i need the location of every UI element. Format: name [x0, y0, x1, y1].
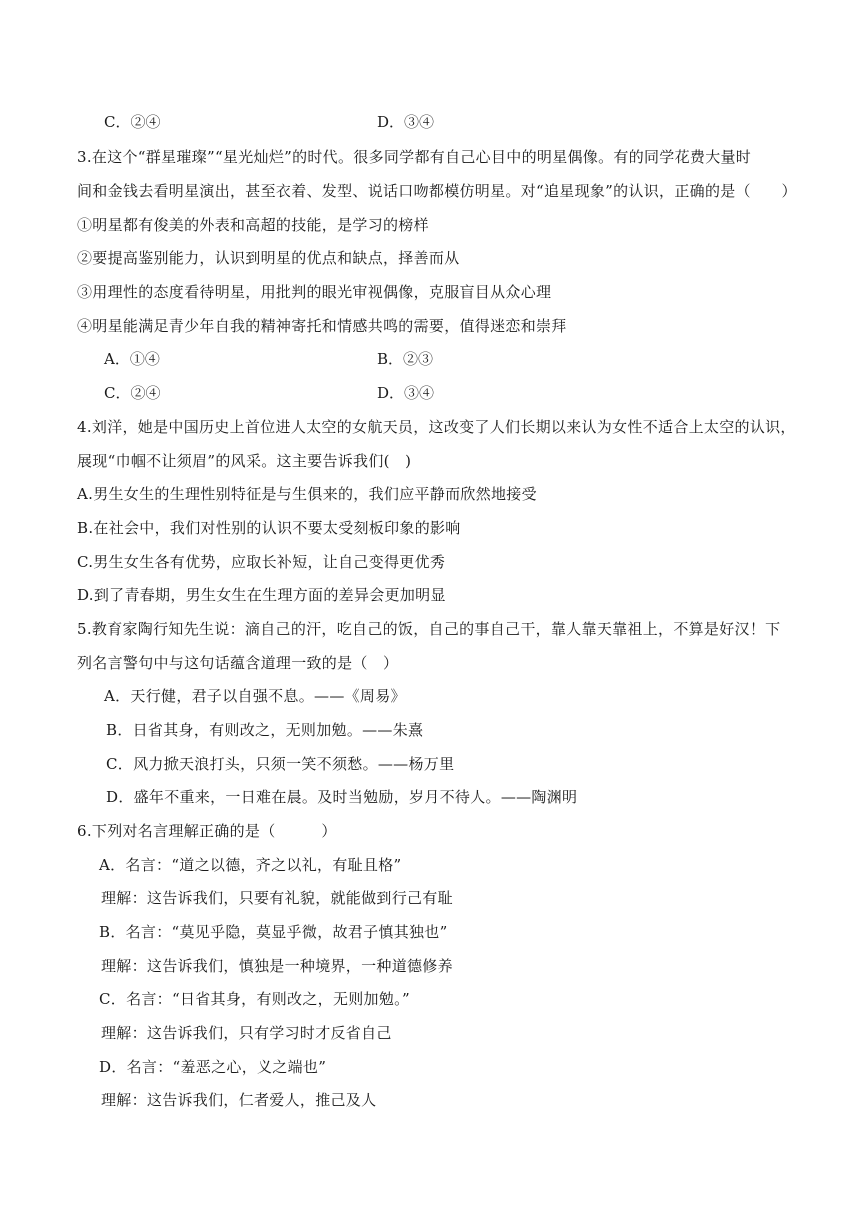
q6-stem: 6.下列对名言理解正确的是（ ）: [77, 822, 337, 840]
q3-option-b: B．②③: [377, 350, 434, 368]
q3-options-row-2: [104, 383, 804, 403]
q2-option-c: C．②④: [104, 113, 161, 131]
q6-option-c-quote: C．名言：“日省其身，有则改之，无则加勉。”: [99, 990, 410, 1008]
q3-statement-1: ①明星都有俊美的外表和高超的技能，是学习的榜样: [77, 216, 429, 234]
q3-options-row-1: [104, 349, 804, 369]
q5-stem-line-1: 5.教育家陶行知先生说：滴自己的汗，吃自己的饭，自己的事自己干，靠人靠天靠祖上，不算是好汉！下: [77, 620, 781, 638]
q4-stem-line-1: 4.刘洋，她是中国历史上首位进人太空的女航天员，这改变了人们长期以来认为女性不适合上太空的认识，: [77, 418, 796, 436]
q6-option-d-explain: 理解：这告诉我们，仁者爱人，推己及人: [101, 1091, 377, 1109]
q2-option-d: D．③④: [377, 113, 435, 131]
q4-option-b: B.在社会中，我们对性别的认识不要太受刻板印象的影响: [77, 519, 461, 537]
q3-statement-4: ④明星能满足青少年自我的精神寄托和情感共鸣的需要，值得迷恋和崇拜: [77, 317, 567, 335]
q4-stem-line-2: 展现“巾帼不让须眉”的风采。这主要告诉我们( ): [77, 452, 412, 470]
q3-stem-line-1: 3.在这个“群星璀璨”“星光灿烂”的时代。很多同学都有自己心目中的明星偶像。有的同学花费大量时: [77, 148, 752, 166]
q3-option-a: A．①④: [104, 350, 160, 368]
q5-option-d: D．盛年不重来，一日难在晨。及时当勉励，岁月不待人。——陶渊明: [106, 788, 578, 806]
q3-stem-line-2: 间和金钱去看明星演出，甚至衣着、发型、说话口吻都模仿明星。对“追星现象”的认识，正确的是（ ）: [77, 182, 797, 200]
q5-option-b: B．日省其身，有则改之，无则加勉。——朱熹: [106, 721, 424, 739]
q3-option-d: D．③④: [377, 384, 435, 402]
q4-option-d: D.到了青春期，男生女生在生理方面的差异会更加明显: [77, 586, 446, 604]
q4-option-c: C.男生女生各有优势，应取长补短，让自己变得更优秀: [77, 553, 446, 571]
q5-option-c: C．风力掀天浪打头，只须一笑不须愁。——杨万里: [106, 755, 455, 773]
q6-option-a-quote: A．名言：“道之以德，齐之以礼，有耻且格”: [99, 856, 402, 874]
q6-option-b-quote: B．名言：“莫见乎隐，莫显乎微，故君子慎其独也”: [99, 923, 448, 941]
q6-option-d-quote: D．名言：“羞恶之心，义之端也”: [99, 1058, 327, 1076]
q6-option-a-explain: 理解：这告诉我们，只要有礼貌，就能做到行己有耻: [101, 889, 453, 907]
q5-option-a: A．天行健，君子以自强不息。——《周易》: [104, 687, 406, 705]
q3-option-c: C．②④: [104, 384, 161, 402]
q2-options-row-2: [104, 112, 804, 132]
q4-option-a: A.男生女生的生理性别特征是与生俱来的，我们应平静而欣然地接受: [77, 485, 537, 503]
q6-option-c-explain: 理解：这告诉我们，只有学习时才反省自己: [101, 1024, 392, 1042]
q6-option-b-explain: 理解：这告诉我们，慎独是一种境界，一种道德修养: [101, 957, 453, 975]
q3-statement-3: ③用理性的态度看待明星，用批判的眼光审视偶像，克服盲目从众心理: [77, 283, 552, 301]
q5-stem-line-2: 列名言警句中与这句话蕴含道理一致的是（ ）: [77, 654, 399, 672]
q3-statement-2: ②要提高鉴别能力，认识到明星的优点和缺点，择善而从: [77, 249, 460, 267]
